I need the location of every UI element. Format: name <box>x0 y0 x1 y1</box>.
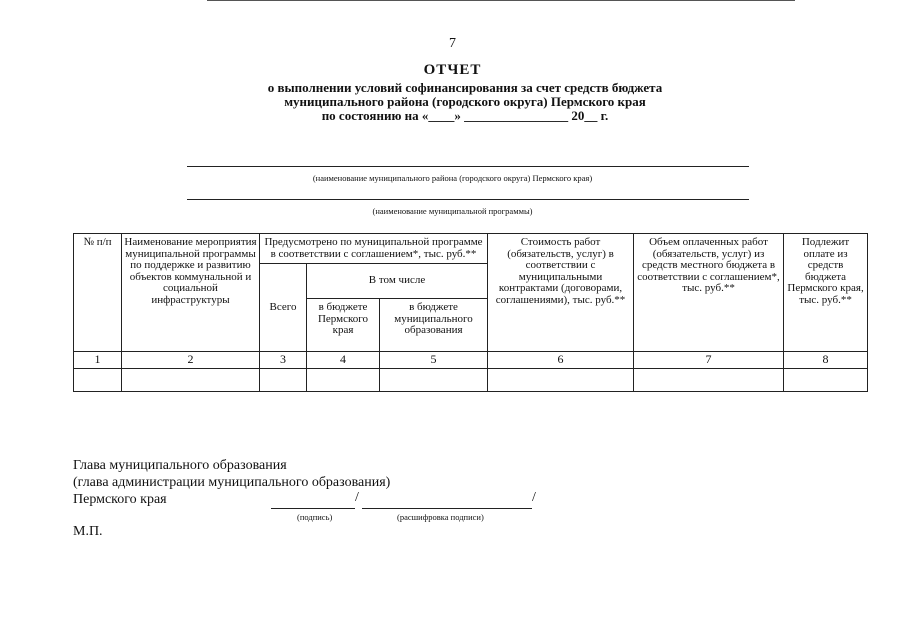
column-number-cell: 1 <box>74 352 122 369</box>
header-total: Всего <box>260 264 307 352</box>
header-activity-name: Наименование мероприятия муниципальной программы по поддержке и развитию объектов коммунальной и социальной инфраструктуры <box>122 234 260 352</box>
column-number-row <box>74 352 868 369</box>
data-cell[interactable] <box>488 369 634 392</box>
name-decode-line[interactable] <box>362 508 532 509</box>
program-caption: (наименование муниципальной программы) <box>372 206 533 216</box>
subtitle-line-2: муниципального района (городского округа) Пермского края <box>284 94 646 109</box>
data-cell[interactable] <box>74 369 122 392</box>
report-title: ОТЧЕТ <box>423 62 482 78</box>
signature-line[interactable] <box>271 508 355 509</box>
column-number-cell: 5 <box>380 352 488 369</box>
empty-data-row <box>74 369 868 392</box>
header-regional-budget: в бюджете Пермского края <box>307 299 380 352</box>
program-fill-line[interactable] <box>187 199 749 200</box>
column-number-cell: 7 <box>634 352 784 369</box>
top-border-rule <box>207 0 795 1</box>
header-municipal-budget: в бюджете муниципального образования <box>380 299 488 352</box>
header-paid-volume: Объем оплаченных работ (обязательств, услуг) из средств местного бюджета в соответствии с соглашением*, тыс. руб.** <box>634 234 784 352</box>
data-cell[interactable] <box>784 369 868 392</box>
data-cell[interactable] <box>634 369 784 392</box>
page-number: 7 <box>449 36 456 51</box>
data-cell[interactable] <box>307 369 380 392</box>
signature-title-line-1: Глава муниципального образования <box>73 458 287 473</box>
subtitle-line-1: о выполнении условий софинансирования за счет средств бюджета <box>267 80 663 95</box>
data-cell[interactable] <box>380 369 488 392</box>
header-number: № п/п <box>74 234 122 352</box>
column-number-cell: 8 <box>784 352 868 369</box>
column-number-cell: 4 <box>307 352 380 369</box>
report-subtitle <box>230 81 700 123</box>
signature-slash-2: / <box>532 490 536 505</box>
report-table <box>73 233 868 392</box>
column-number-cell: 3 <box>260 352 307 369</box>
stamp-place: М.П. <box>73 524 103 539</box>
data-cell[interactable] <box>260 369 307 392</box>
header-contract-cost: Стоимость работ (обязательств, услуг) в соответствии с муниципальными контрактами (договорами, соглашениями), тыс. руб.** <box>488 234 634 352</box>
header-planned: Предусмотрено по муниципальной программе в соответствии с соглашением*, тыс. руб.** <box>260 234 488 264</box>
signature-caption: (подпись) <box>297 512 333 522</box>
header-including: В том числе <box>307 264 488 299</box>
header-row-1 <box>74 234 868 264</box>
district-fill-line[interactable] <box>187 166 749 167</box>
data-cell[interactable] <box>122 369 260 392</box>
name-decode-caption: (расшифровка подписи) <box>397 512 484 522</box>
signature-title-line-3: Пермского края <box>73 492 167 507</box>
signature-title-line-2: (глава администрации муниципального образования) <box>73 475 391 490</box>
header-payable: Подлежит оплате из средств бюджета Пермского края, тыс. руб.** <box>784 234 868 352</box>
district-caption: (наименование муниципального района (городского округа) Пермского края) <box>312 173 593 183</box>
column-number-cell: 2 <box>122 352 260 369</box>
column-number-cell: 6 <box>488 352 634 369</box>
subtitle-line-3: по состоянию на «____» ________________ 20__ г. <box>321 108 609 123</box>
signature-slash-1: / <box>355 490 359 505</box>
